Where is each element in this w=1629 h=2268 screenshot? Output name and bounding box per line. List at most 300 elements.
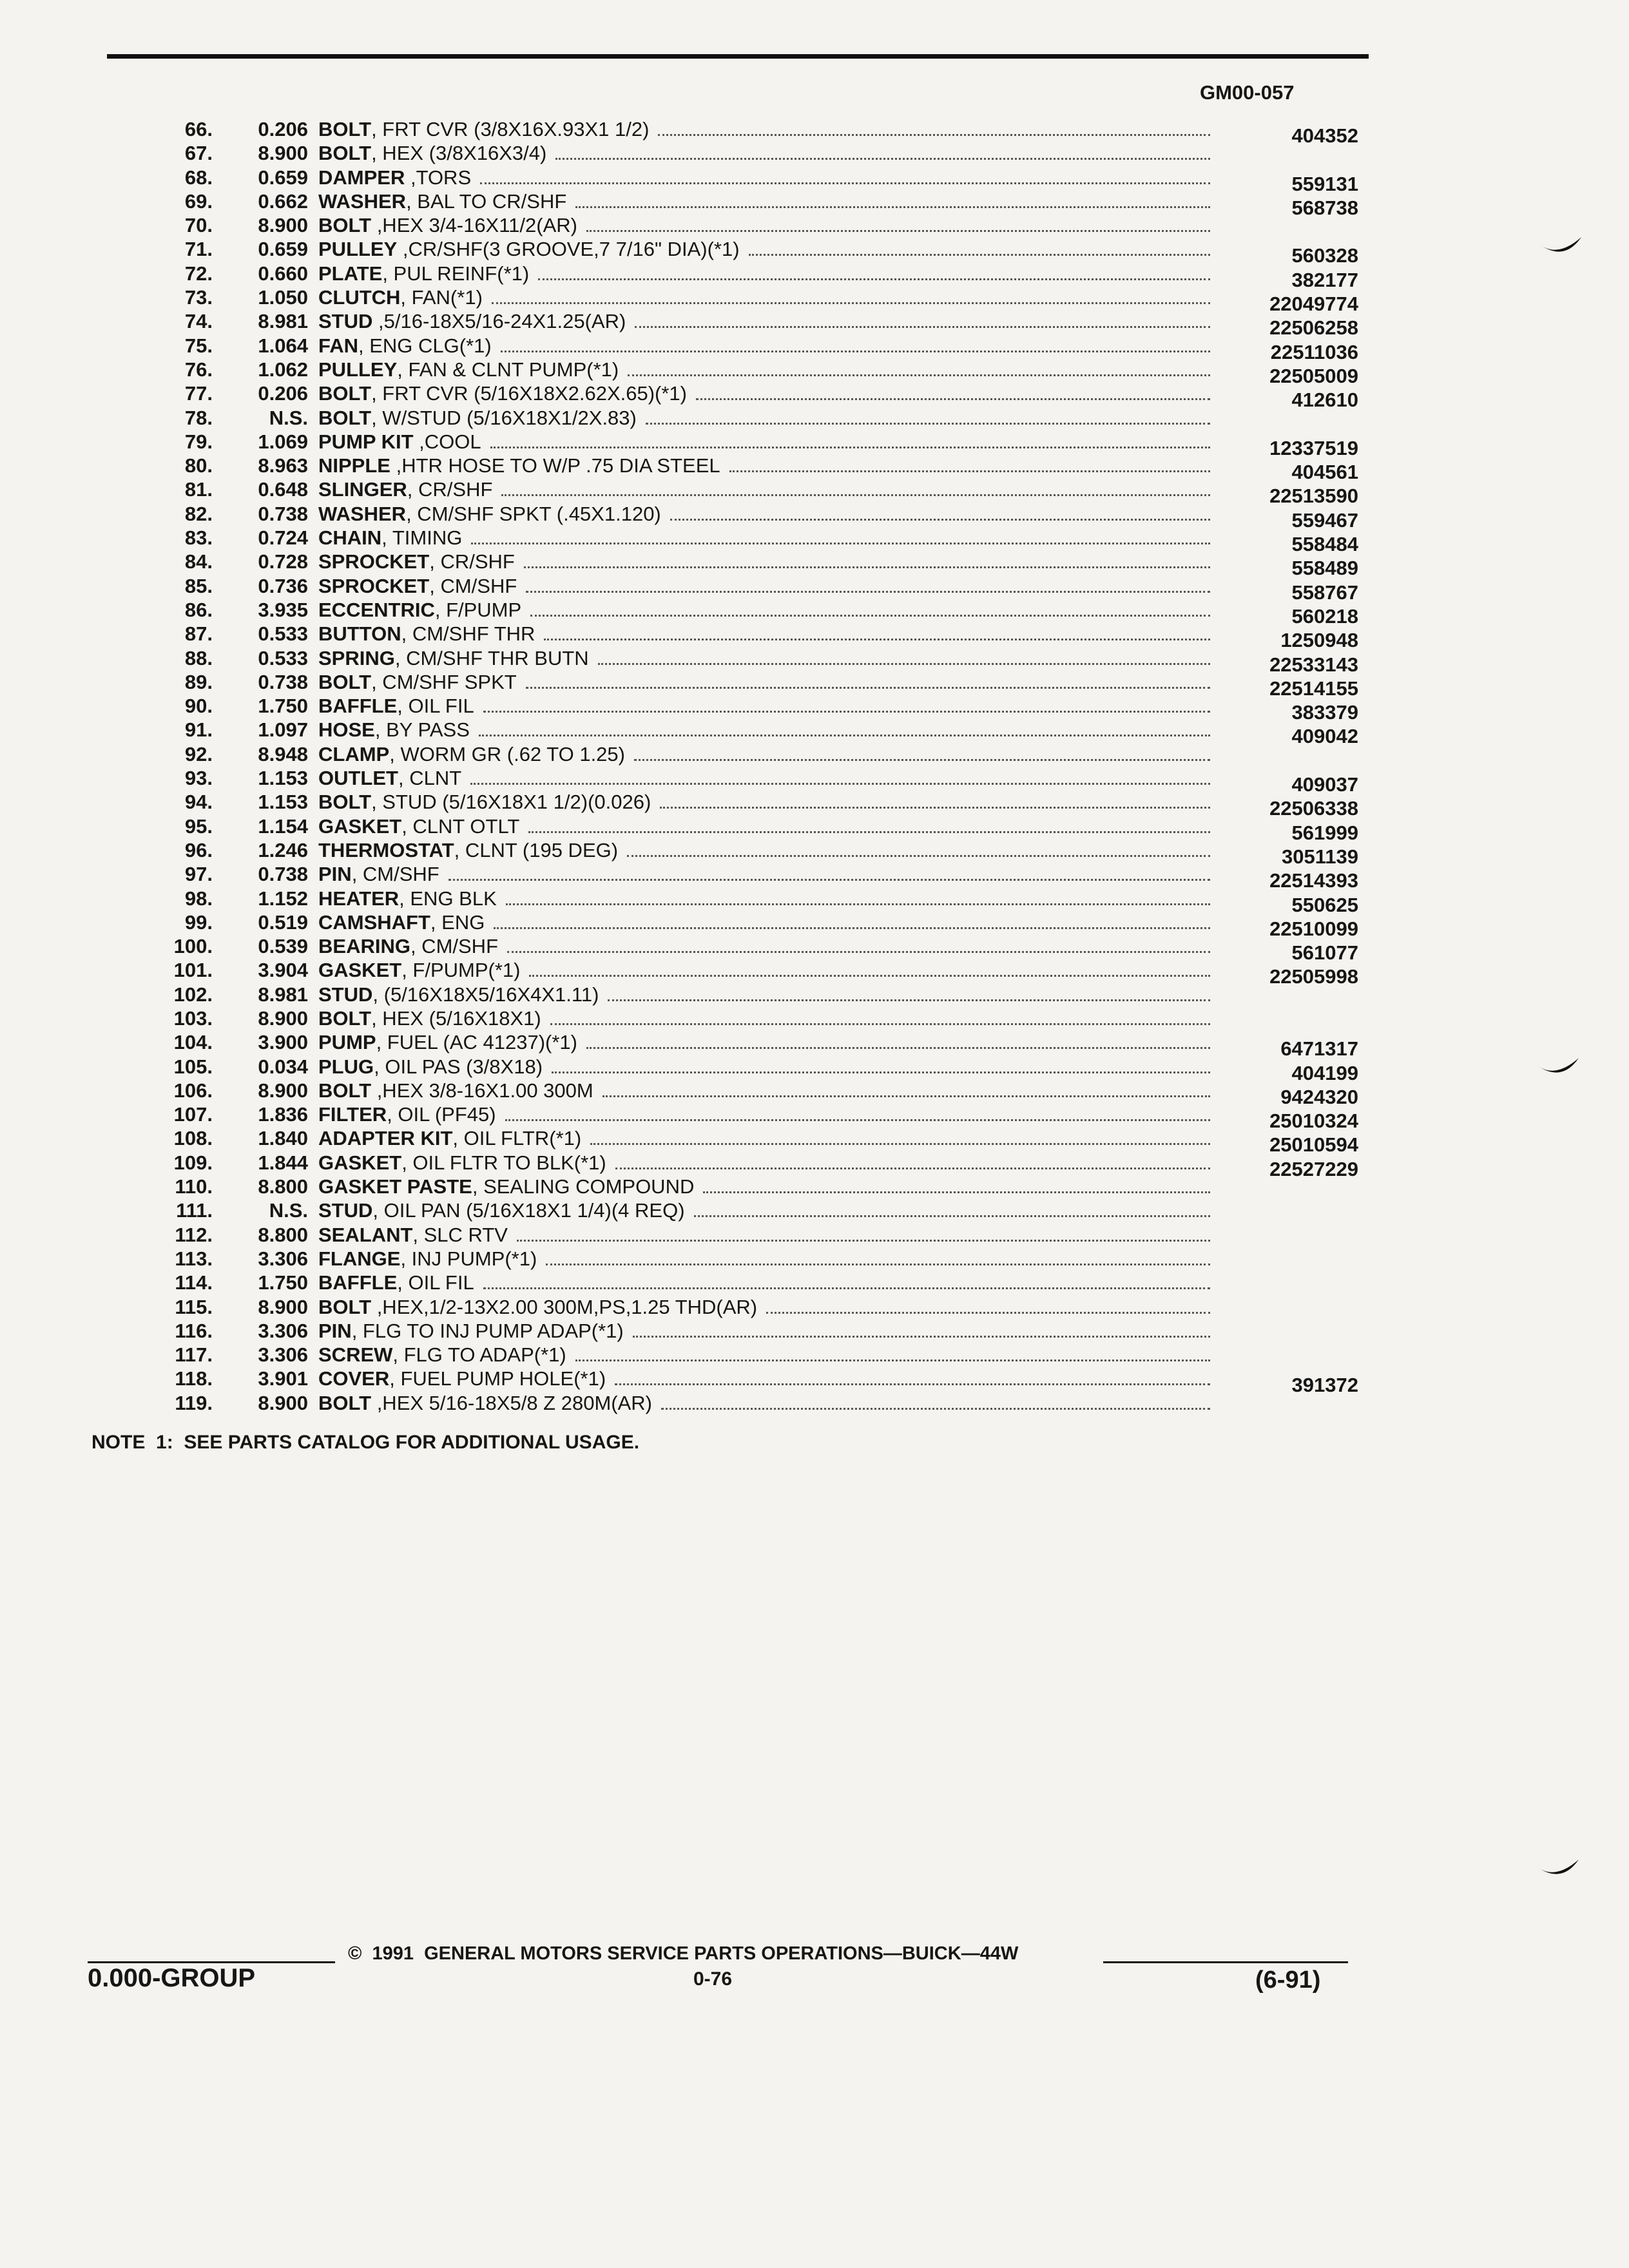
dot-leader xyxy=(766,1312,1210,1314)
part-number: 383379 xyxy=(1291,701,1358,724)
parts-row xyxy=(0,454,1629,484)
group-number: 3.901 xyxy=(258,1367,308,1390)
part-name: HOSE xyxy=(318,718,375,742)
part-description xyxy=(318,166,1214,189)
part-name: PLUG xyxy=(318,1055,374,1078)
dot-leader xyxy=(586,230,1210,232)
part-description xyxy=(318,141,1214,165)
part-number: 22505998 xyxy=(1269,965,1358,988)
parts-row xyxy=(0,430,1629,459)
part-spec: , PUL REINF(*1) xyxy=(382,262,530,285)
part-name: GASKET xyxy=(318,814,402,838)
item-number: 76. xyxy=(184,358,213,381)
dot-leader xyxy=(529,975,1210,977)
part-spec: , W/STUD (5/16X18X1/2X.83) xyxy=(371,406,637,429)
part-spec: ,TORS xyxy=(405,166,472,189)
dot-leader xyxy=(660,807,1210,809)
part-number: 22511036 xyxy=(1270,340,1358,363)
group-number: 0.533 xyxy=(258,646,308,669)
part-number: 6471317 xyxy=(1280,1037,1358,1061)
part-spec: , CLNT xyxy=(398,767,462,790)
part-description xyxy=(318,1151,1214,1175)
part-number: 22514155 xyxy=(1269,677,1358,700)
part-name: NIPPLE xyxy=(318,454,390,477)
item-number: 81. xyxy=(184,478,213,501)
part-name: BOLT xyxy=(318,214,372,237)
item-number: 80. xyxy=(184,454,213,477)
item-number: 86. xyxy=(184,598,213,621)
group-number: 1.844 xyxy=(258,1151,308,1174)
dot-leader xyxy=(615,1383,1210,1385)
part-description xyxy=(318,502,1214,526)
parts-row xyxy=(0,1126,1629,1157)
part-spec: , TIMING xyxy=(381,526,463,550)
dot-leader xyxy=(479,735,1210,736)
dot-leader xyxy=(615,1168,1210,1169)
group-number: 0.034 xyxy=(258,1055,308,1078)
item-number: 95. xyxy=(184,814,213,838)
group-number: 1.062 xyxy=(258,358,308,381)
part-name: GASKET xyxy=(318,1151,402,1174)
parts-row xyxy=(0,790,1629,820)
part-spec: , FAN(*1) xyxy=(400,286,483,309)
part-description xyxy=(318,1079,1214,1102)
parts-row xyxy=(0,622,1629,652)
part-description xyxy=(318,406,1214,430)
revision-date: (6-91) xyxy=(1255,1966,1321,1994)
group-number: 0.728 xyxy=(258,550,308,573)
part-spec: , OIL FLTR(*1) xyxy=(452,1127,582,1150)
item-number: 78. xyxy=(184,406,213,429)
part-description xyxy=(318,887,1214,910)
group-number: N.S. xyxy=(269,406,308,429)
part-spec: ,HTR HOSE TO W/P .75 DIA STEEL xyxy=(390,454,720,477)
part-number: 560328 xyxy=(1291,244,1358,267)
part-description xyxy=(318,1126,1214,1150)
item-number: 105. xyxy=(173,1055,213,1078)
group-number: 0.738 xyxy=(258,502,308,525)
part-number: 558484 xyxy=(1291,533,1358,556)
dot-leader xyxy=(696,398,1210,400)
part-spec: , SLC RTV xyxy=(412,1223,508,1246)
item-number: 75. xyxy=(184,334,213,357)
group-number: 1.050 xyxy=(258,286,308,309)
item-number: 70. xyxy=(184,214,213,237)
dot-leader xyxy=(492,302,1210,304)
part-name: ADAPTER KIT xyxy=(318,1127,453,1150)
item-number: 67. xyxy=(184,142,213,165)
item-number: 87. xyxy=(184,622,213,646)
dot-leader xyxy=(528,831,1210,833)
parts-row xyxy=(0,1055,1629,1084)
part-spec: , SEALING COMPOUND xyxy=(472,1175,695,1198)
parts-row xyxy=(0,1175,1629,1198)
part-description xyxy=(318,1247,1214,1271)
group-number: 0.206 xyxy=(258,118,308,140)
item-number: 97. xyxy=(184,863,213,886)
group-number: 3.904 xyxy=(258,959,308,982)
parts-row xyxy=(0,814,1629,844)
group-number: 1.836 xyxy=(258,1103,308,1126)
part-name: BOLT xyxy=(318,1295,372,1318)
parts-row xyxy=(0,477,1629,508)
dot-leader xyxy=(628,374,1210,376)
group-number: 8.948 xyxy=(258,742,308,765)
parts-row xyxy=(0,1223,1629,1247)
group-number: 1.069 xyxy=(258,430,308,453)
part-name: PIN xyxy=(318,1319,352,1342)
group-number: 8.981 xyxy=(258,983,308,1006)
part-name: FILTER xyxy=(318,1103,387,1126)
dot-leader xyxy=(586,1047,1210,1049)
parts-row xyxy=(0,262,1629,291)
part-name: SPROCKET xyxy=(318,574,430,597)
group-number: 1.750 xyxy=(258,695,308,718)
part-description xyxy=(318,670,1214,694)
part-description xyxy=(318,958,1214,982)
dot-leader xyxy=(483,1287,1210,1289)
part-number: 22506338 xyxy=(1269,797,1358,820)
group-number: N.S. xyxy=(269,1199,308,1222)
part-name: STUD xyxy=(318,1199,373,1222)
parts-row xyxy=(0,237,1629,267)
item-number: 110. xyxy=(175,1175,213,1198)
dot-leader xyxy=(526,591,1210,593)
part-description xyxy=(318,117,1214,141)
item-number: 101. xyxy=(173,959,213,982)
part-number: 22505009 xyxy=(1269,364,1358,387)
item-number: 77. xyxy=(184,382,213,405)
group-number: 1.750 xyxy=(258,1271,308,1294)
group-number: 8.900 xyxy=(258,214,308,237)
parts-row xyxy=(0,381,1629,412)
part-description xyxy=(318,1055,1214,1079)
parts-row xyxy=(0,1006,1629,1030)
part-number: 25010594 xyxy=(1269,1133,1358,1157)
group-number: 0.738 xyxy=(258,863,308,886)
part-number: 22513590 xyxy=(1269,485,1358,508)
part-spec: , CLNT OTLT xyxy=(401,814,520,838)
dot-leader xyxy=(494,927,1210,929)
part-number: 404199 xyxy=(1291,1061,1358,1084)
part-description xyxy=(318,862,1214,886)
dot-leader xyxy=(501,494,1210,496)
part-spec: , OIL FIL xyxy=(397,695,474,718)
parts-row xyxy=(0,958,1629,988)
dot-leader xyxy=(480,182,1210,184)
dot-leader xyxy=(552,1072,1210,1073)
group-number: 3.900 xyxy=(258,1031,308,1054)
part-description xyxy=(318,1175,1214,1198)
part-spec: , CM/SHF THR BUTN xyxy=(394,646,589,669)
parts-row xyxy=(0,646,1629,676)
dot-leader xyxy=(505,1119,1210,1121)
part-description xyxy=(318,1295,1214,1319)
part-description xyxy=(318,742,1214,766)
group-number: 1.153 xyxy=(258,767,308,790)
part-name: CHAIN xyxy=(318,526,382,550)
part-description xyxy=(318,622,1214,646)
part-number: 22533143 xyxy=(1269,653,1358,676)
group-number: 0.206 xyxy=(258,382,308,405)
part-description xyxy=(318,358,1214,381)
part-number: 559131 xyxy=(1291,172,1358,195)
part-description xyxy=(318,814,1214,838)
parts-row xyxy=(0,862,1629,892)
part-name: SPRING xyxy=(318,646,395,669)
part-name: SLINGER xyxy=(318,478,407,501)
part-description xyxy=(318,598,1214,622)
parts-row xyxy=(0,1367,1629,1397)
part-name: PULLEY xyxy=(318,238,398,261)
part-number: 412610 xyxy=(1291,389,1358,412)
part-name: BOLT xyxy=(318,142,372,165)
part-name: PIN xyxy=(318,863,352,886)
item-number: 109. xyxy=(173,1151,213,1174)
part-name: BUTTON xyxy=(318,622,401,646)
part-spec: , CM/SHF SPKT xyxy=(371,670,517,693)
part-name: WASHER xyxy=(318,502,407,525)
item-number: 103. xyxy=(173,1006,213,1030)
parts-row xyxy=(0,1271,1629,1294)
item-number: 107. xyxy=(173,1103,213,1126)
group-number: 0.724 xyxy=(258,526,308,550)
part-description xyxy=(318,237,1214,261)
part-spec: , HEX (5/16X18X1) xyxy=(371,1006,541,1030)
part-name: BAFFLE xyxy=(318,1271,398,1294)
item-number: 68. xyxy=(184,166,213,189)
binder-mark xyxy=(1539,236,1584,262)
group-number: 3.935 xyxy=(258,598,308,621)
item-number: 90. xyxy=(184,695,213,718)
part-description xyxy=(318,694,1214,718)
part-number: 409042 xyxy=(1291,725,1358,748)
footnote: NOTE 1: SEE PARTS CATALOG FOR ADDITIONAL USAGE. xyxy=(92,1432,640,1453)
part-description xyxy=(318,285,1214,309)
part-name: DAMPER xyxy=(318,166,405,189)
part-spec: ,HEX 3/8-16X1.00 300M xyxy=(371,1079,593,1102)
part-name: BEARING xyxy=(318,935,410,958)
dot-leader xyxy=(635,326,1210,328)
parts-row xyxy=(0,670,1629,700)
group-number: 3.306 xyxy=(258,1343,308,1367)
part-description xyxy=(318,1223,1214,1247)
item-number: 72. xyxy=(184,262,213,285)
item-number: 66. xyxy=(184,118,213,140)
group-number: 0.533 xyxy=(258,622,308,646)
dot-leader xyxy=(506,903,1210,905)
part-name: GASKET xyxy=(318,959,402,982)
part-number: 558767 xyxy=(1291,581,1358,604)
footer-group: 0.000-GROUP xyxy=(88,1964,256,1992)
part-description xyxy=(318,790,1214,814)
dot-leader xyxy=(526,687,1210,689)
part-spec: ,HEX 3/4-16X11/2(AR) xyxy=(371,214,577,237)
dot-leader xyxy=(729,470,1210,472)
part-spec: , BAL TO CR/SHF xyxy=(406,189,567,213)
footer-rule-left xyxy=(88,1961,335,1963)
group-number: 3.306 xyxy=(258,1319,308,1342)
dot-leader xyxy=(634,759,1210,761)
part-spec: , FUEL (AC 41237)(*1) xyxy=(376,1031,577,1054)
dot-leader xyxy=(490,447,1210,448)
parts-row xyxy=(0,1319,1629,1343)
parts-row xyxy=(0,1079,1629,1108)
item-number: 115. xyxy=(175,1295,213,1318)
parts-row xyxy=(0,838,1629,868)
part-description xyxy=(318,309,1214,333)
part-name: HEATER xyxy=(318,887,400,910)
dot-leader xyxy=(694,1215,1210,1217)
part-spec: , STUD (5/16X18X1 1/2)(0.026) xyxy=(371,791,651,814)
parts-row xyxy=(0,189,1629,219)
item-number: 100. xyxy=(173,935,213,958)
group-number: 8.900 xyxy=(258,1079,308,1102)
dot-leader xyxy=(633,1336,1210,1338)
dot-leader xyxy=(646,423,1210,425)
part-number: 22514393 xyxy=(1269,869,1358,892)
parts-row xyxy=(0,887,1629,916)
part-description xyxy=(318,646,1214,670)
part-name: FLANGE xyxy=(318,1247,401,1270)
dot-leader xyxy=(627,855,1210,857)
part-description xyxy=(318,1343,1214,1367)
parts-row xyxy=(0,502,1629,532)
dot-leader xyxy=(703,1191,1210,1193)
item-number: 96. xyxy=(184,838,213,861)
dot-leader xyxy=(602,1095,1210,1097)
part-description xyxy=(318,334,1214,358)
item-number: 85. xyxy=(184,574,213,597)
part-spec: , OIL PAN (5/16X18X1 1/4)(4 REQ) xyxy=(372,1199,685,1222)
part-name: CLAMP xyxy=(318,742,390,765)
part-spec: , HEX (3/8X16X3/4) xyxy=(371,142,547,165)
part-description xyxy=(318,983,1214,1006)
part-name: PUMP xyxy=(318,1031,376,1054)
top-rule xyxy=(107,54,1369,59)
part-name: BOLT xyxy=(318,1391,372,1414)
part-name: SPROCKET xyxy=(318,550,430,573)
part-number: 12337519 xyxy=(1269,436,1358,459)
dot-leader xyxy=(661,1408,1210,1410)
dot-leader xyxy=(550,1023,1210,1025)
item-number: 69. xyxy=(184,189,213,213)
group-number: 8.800 xyxy=(258,1175,308,1198)
item-number: 99. xyxy=(184,910,213,934)
part-number: 22049774 xyxy=(1269,293,1358,316)
parts-row xyxy=(0,526,1629,556)
part-name: BAFFLE xyxy=(318,695,398,718)
item-number: 94. xyxy=(184,791,213,814)
parts-row xyxy=(0,694,1629,724)
part-name: BOLT xyxy=(318,791,372,814)
parts-row xyxy=(0,166,1629,195)
item-number: 93. xyxy=(184,767,213,790)
part-name: THERMOSTAT xyxy=(318,838,454,861)
part-description xyxy=(318,381,1214,405)
group-number: 3.306 xyxy=(258,1247,308,1270)
part-number: 561999 xyxy=(1291,821,1358,844)
group-number: 0.659 xyxy=(258,166,308,189)
parts-row xyxy=(0,1102,1629,1133)
group-number: 1.152 xyxy=(258,887,308,910)
dot-leader xyxy=(507,951,1210,953)
group-number: 1.064 xyxy=(258,334,308,357)
part-description xyxy=(318,574,1214,598)
item-number: 111. xyxy=(176,1199,213,1222)
part-name: OUTLET xyxy=(318,767,398,790)
group-number: 1.153 xyxy=(258,791,308,814)
dot-leader xyxy=(598,663,1210,665)
part-name: CAMSHAFT xyxy=(318,910,430,934)
part-spec: , OIL FIL xyxy=(397,1271,474,1294)
part-spec: , CM/SHF xyxy=(429,574,517,597)
part-spec: , OIL (PF45) xyxy=(387,1103,496,1126)
part-number: 22527229 xyxy=(1269,1157,1358,1180)
part-spec: , INJ PUMP(*1) xyxy=(400,1247,537,1270)
part-spec: ,5/16-18X5/16-24X1.25(AR) xyxy=(372,310,626,333)
part-spec: ,CR/SHF(3 GROOVE,7 7/16" DIA)(*1) xyxy=(397,238,740,261)
part-name: PUMP KIT xyxy=(318,430,414,453)
parts-row xyxy=(0,550,1629,580)
item-number: 106. xyxy=(173,1079,213,1102)
parts-row xyxy=(0,910,1629,940)
dot-leader xyxy=(546,1264,1210,1265)
parts-row xyxy=(0,141,1629,165)
page-number: 0-76 xyxy=(693,1968,733,1990)
part-spec: , OIL PAS (3/8X18) xyxy=(374,1055,543,1078)
group-number: 1.097 xyxy=(258,718,308,742)
dot-leader xyxy=(544,639,1210,640)
item-number: 82. xyxy=(184,502,213,525)
group-number: 0.736 xyxy=(258,574,308,597)
item-number: 73. xyxy=(184,286,213,309)
dot-leader xyxy=(575,206,1210,208)
part-spec: , OIL FLTR TO BLK(*1) xyxy=(401,1151,606,1174)
dot-leader xyxy=(670,519,1210,521)
part-name: STUD xyxy=(318,983,373,1006)
group-number: 0.662 xyxy=(258,189,308,213)
part-spec: , FLG TO ADAP(*1) xyxy=(392,1343,566,1367)
part-description xyxy=(318,189,1214,213)
parts-row xyxy=(0,285,1629,316)
parts-row xyxy=(0,742,1629,766)
parts-row xyxy=(0,766,1629,796)
item-number: 71. xyxy=(184,238,213,261)
item-number: 117. xyxy=(175,1343,213,1367)
part-spec: ,HEX 5/16-18X5/8 Z 280M(AR) xyxy=(371,1391,652,1414)
part-number: 409037 xyxy=(1291,773,1358,796)
parts-row xyxy=(0,934,1629,965)
part-spec: , CM/SHF xyxy=(410,935,499,958)
part-spec: , F/PUMP xyxy=(434,598,522,621)
part-description xyxy=(318,550,1214,573)
part-name: ECCENTRIC xyxy=(318,598,435,621)
part-spec: , BY PASS xyxy=(374,718,470,742)
group-number: 8.963 xyxy=(258,454,308,477)
item-number: 114. xyxy=(175,1271,213,1294)
parts-row xyxy=(0,983,1629,1006)
part-number: 391372 xyxy=(1291,1374,1358,1397)
parts-row xyxy=(0,406,1629,430)
part-spec: ,COOL xyxy=(413,430,481,453)
part-name: BOLT xyxy=(318,118,372,140)
parts-row xyxy=(0,117,1629,147)
dot-leader xyxy=(483,711,1210,713)
group-number: 0.648 xyxy=(258,478,308,501)
part-spec: , (5/16X18X5/16X4X1.11) xyxy=(372,983,599,1006)
part-name: SEALANT xyxy=(318,1223,413,1246)
